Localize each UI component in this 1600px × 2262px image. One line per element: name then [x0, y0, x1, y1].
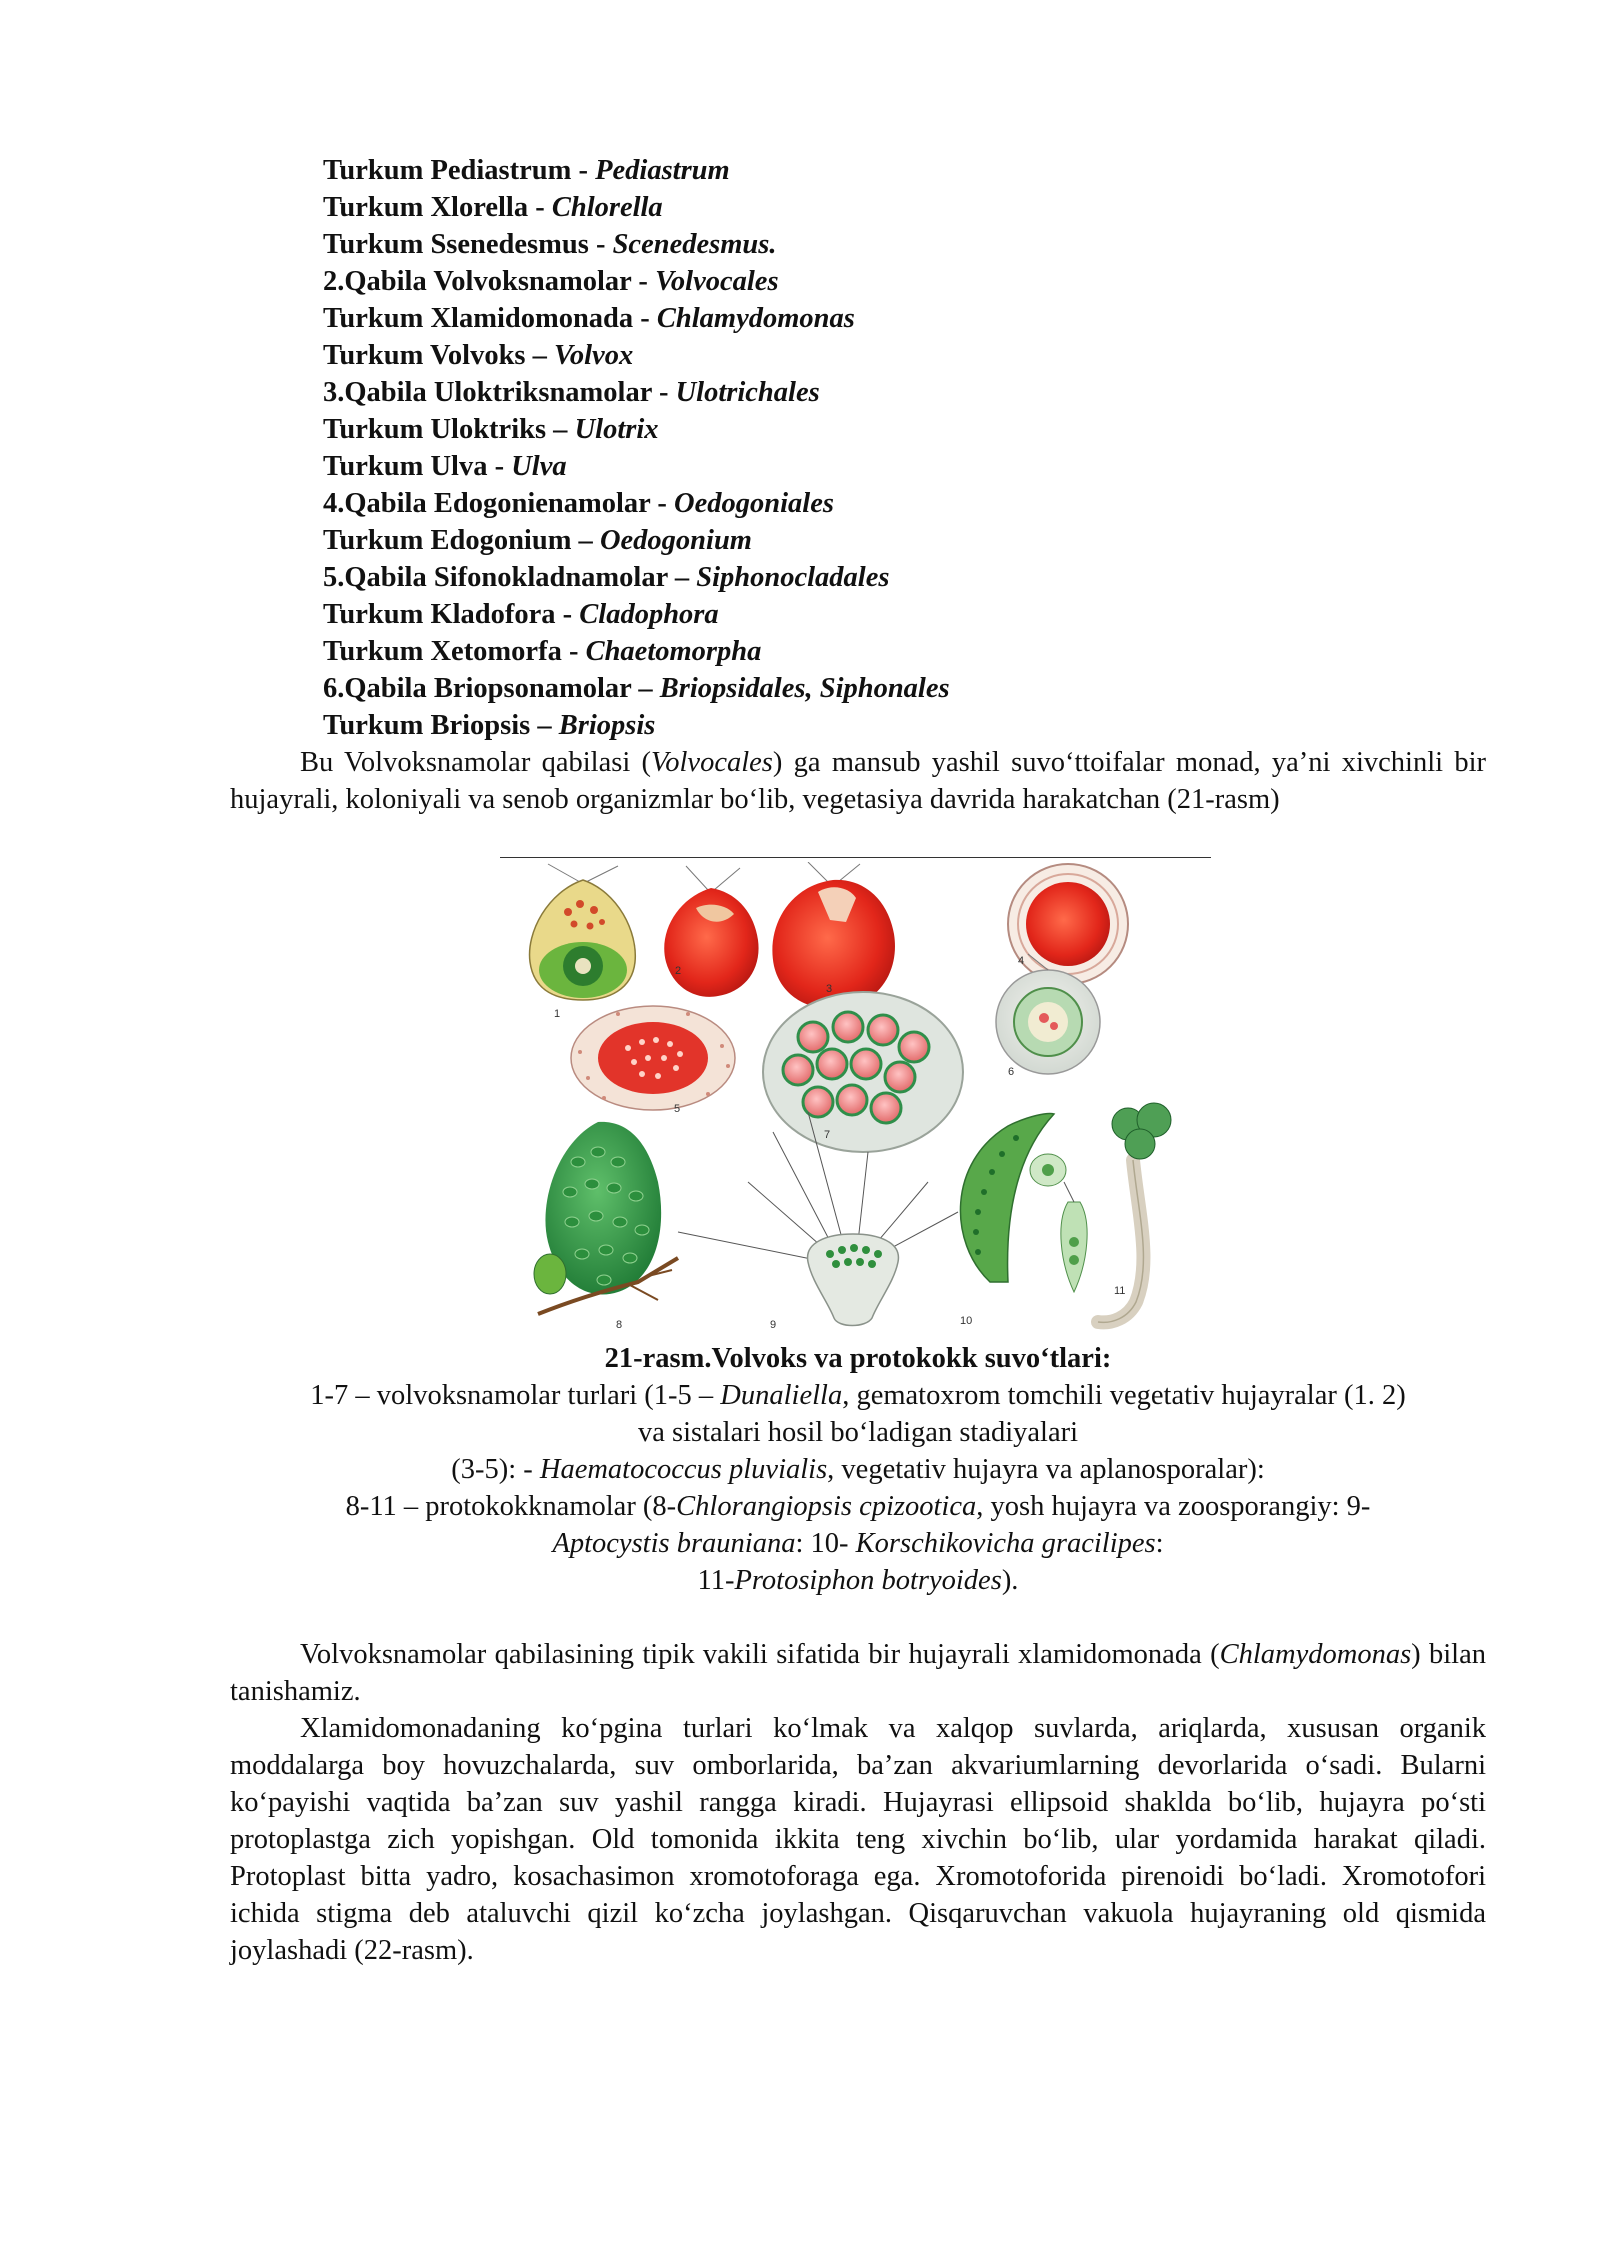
- specimen-3: [772, 862, 895, 1009]
- taxa-row: 3.Qabila Uloktriksnamolar - Ulotrichales: [323, 377, 820, 408]
- figure-label: 1: [554, 1008, 561, 1020]
- taxa-row: Turkum Uloktriks – Ulotrix: [323, 414, 659, 445]
- taxa-row: 6.Qabila Briopsonamolar – Briopsidales, Siphonales: [323, 673, 950, 704]
- taxa-row: Turkum Briopsis – Briopsis: [323, 710, 656, 741]
- taxa-row: Turkum Ssenedesmus - Scenedesmus.: [323, 229, 777, 260]
- specimen-4: [1008, 864, 1128, 984]
- caption-line: 11-Protosiphon botryoides).: [697, 1565, 1019, 1596]
- caption-line: 1-7 – volvoksnamolar turlari (1-5 – Dunaliella, gematoxrom tomchili vegetativ hujayralar (1. 2): [310, 1380, 1406, 1411]
- figure-label: 6: [1008, 1066, 1015, 1078]
- specimen-5: [571, 1006, 735, 1110]
- specimen-7: [763, 992, 963, 1152]
- taxa-row: Turkum Ulva - Ulva: [323, 451, 567, 482]
- caption-line: va sistalari hosil bo‘ladigan stadiyalari: [637, 1417, 1079, 1448]
- figure-label: 3: [826, 983, 833, 995]
- figure-label: 5: [674, 1103, 681, 1115]
- paragraph-chlamydomonas-description: Xlamidomonadaning ko‘pgina turlari ko‘lmak va xalqop suvlarda, ariqlarda, xususan organik moddalarga boy hovuzchalarda, suv omborlarida, ba’zan akvariumlarning devorlarida o‘sadi. Bularni ko‘payishi vaqtida ba’zan suv yashil rangga kiradi. Hujayrasi ellipsoid shaklda bo‘lib, hujayra po‘sti protoplastga zich yopishgan. Old tomonida ikkita teng xivchin bo‘lib, ular yordamida harakat qiladi. Protoplast bitta yadro, kosachasimon xromotoforaga ega. Xromotoforida pirenoidi bo‘ladi. Xromotofori ichida stigma deb ataluvchi qizil ko‘zcha joylashgan. Qisqaruvchan vakuola hujayraning old qismida joylashadi (22-rasm).: [230, 1713, 1486, 1966]
- taxa-row: Turkum Volvoks – Volvox: [323, 340, 634, 371]
- specimen-11: [1098, 1103, 1171, 1322]
- figure-label: 7: [824, 1129, 831, 1141]
- specimen-1: [530, 864, 636, 1000]
- taxa-row: Turkum Xetomorfa - Chaetomorpha: [323, 636, 762, 667]
- taxa-row: 2.Qabila Volvoksnamolar - Volvocales: [323, 266, 779, 297]
- taxa-row: Turkum Edogonium – Oedogonium: [323, 525, 752, 556]
- figure-label: 10: [960, 1315, 973, 1327]
- figure-label: 9: [770, 1319, 777, 1331]
- taxa-row: Turkum Pediastrum - Pediastrum: [323, 155, 730, 186]
- taxa-row: Turkum Xlamidomonada - Chlamydomonas: [323, 303, 855, 334]
- taxa-row: Turkum Kladofora - Cladophora: [323, 599, 719, 630]
- caption-line: 8-11 – protokokknamolar (8-Chlorangiopsis cpizootica, yosh hujayra va zoosporangiy: 9-: [345, 1491, 1371, 1522]
- specimen-10: [960, 1114, 1087, 1293]
- taxa-row: 5.Qabila Sifonokladnamolar – Siphonocladales: [323, 562, 890, 593]
- caption-line: (3-5): - Haematococcus pluvialis, vegetativ hujayra va aplanosporalar):: [451, 1454, 1265, 1485]
- figure-caption: [230, 1340, 1486, 1599]
- specimen-8: [534, 1122, 678, 1314]
- caption-title: 21-rasm.Volvoks va protokokk suvo‘tlari:: [604, 1343, 1112, 1374]
- figure-21-illustration: [508, 862, 1208, 1332]
- figure-top-rule: [500, 857, 1211, 858]
- paragraph-chlamydomonas-intro: Volvoksnamolar qabilasining tipik vakili sifatida bir hujayrali xlamidomonada (Chlamydomonas) bilan tanishamiz.: [230, 1639, 1487, 1707]
- taxa-row: 4.Qabila Edogonienamolar - Oedogoniales: [323, 488, 834, 519]
- caption-line: Aptocystis brauniana: 10- Korschikovicha gracilipes:: [552, 1528, 1164, 1559]
- taxa-list: [323, 152, 950, 744]
- figure-label: 11: [1114, 1285, 1126, 1297]
- intro-paragraph: Bu Volvoksnamolar qabilasi (Volvocales) ga mansub yashil suvo‘ttoifalar monad, ya’ni xivchinli bir hujayrali, koloniyali va senob organizmlar bo‘lib, vegetasiya davrida harakatchan (21-rasm): [230, 747, 1486, 815]
- figure-label: 2: [675, 965, 682, 977]
- figure-label: 4: [1018, 955, 1025, 967]
- figure-label: 8: [616, 1319, 623, 1331]
- taxa-row: Turkum Xlorella - Chlorella: [323, 192, 663, 223]
- specimen-2: [664, 866, 758, 997]
